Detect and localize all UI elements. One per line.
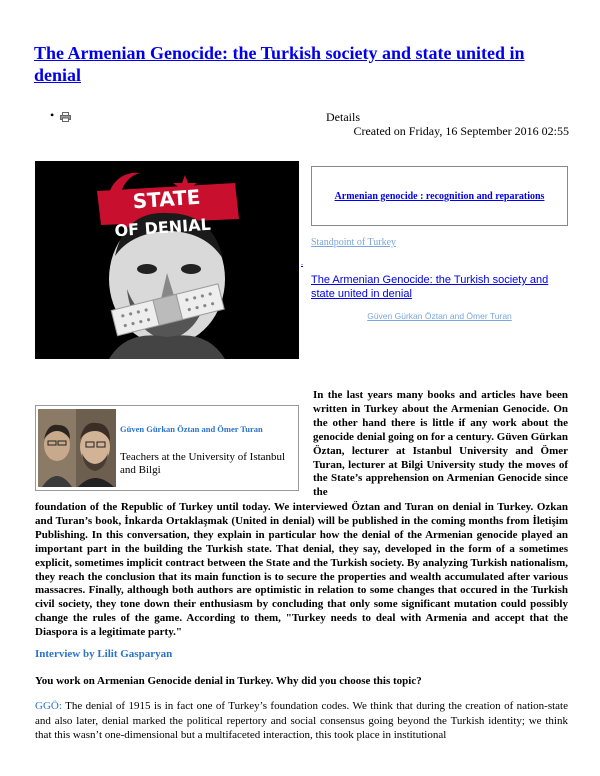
answer-text: The denial of 1915 is in fact one of Turkey’s foundation codes. We think that during the creation of nation-state and also later, denial marked the political repertory and social consensus going beyond the Turkish identity; we think that this wasn’t one-dimensional but a multifaceted interaction, this took place in institutional [35, 700, 568, 741]
intro-paragraph-right: In the last years many books and articles have been written in Turkey about the Armenian Genocide. On the other hand there is little if any work about the genocide denial going on for a century. Güven Gürkan Öztan, lecturer at Istanbul University and Ömer Turan, lecturer at Bilgi University study the moves of the State’s apprehension on Armenian Genocide since the [313, 389, 568, 499]
author-photo [38, 409, 116, 487]
details-label: Details [326, 110, 360, 124]
standpoint-link[interactable]: Standpoint of Turkey [311, 237, 397, 248]
author-card-role: Teachers at the University of Istanbul and Bilgi [120, 451, 286, 476]
hero-banner-line2: OF DENIAL [113, 214, 212, 241]
hero-banner-line1: STATE [131, 184, 202, 214]
sub-authors-link[interactable]: Güven Gürkan Öztan and Ömer Turan [367, 311, 512, 321]
intro-paragraph-full: foundation of the Republic of Turkey until today. We interviewed Öztan and Turan on denial in Turkey. Ozkan and Turan’s book, İnkarda Ortaklaşmak (United in denial) will be published in the coming months from İletişim Publishing. In this conversation, they explain in particular how the denial of the Armenian genocide played an important part in the building the Turkish state. That denial, they say, developed in the form of a sometimes explicit, sometimes implicit contract between the State and the Turkish society. By analyzing Turkish nationalism, they reach the conclusion that its main function is to secure the properties and wealth accumulated after various massacres. Finally, although both authors are optimistic in relation to some changes that occured in the Turkish civil society, they tone down their enthusiasm by concluding that only some significant mutation could possibly change the rules of the game. According to them, "Turkey needs to deal with Armenia and accept that the Diaspora is a legitimate party." [35, 501, 568, 639]
sub-article-link[interactable]: The Armenian Genocide: the Turkish society and state united in denial [311, 274, 549, 300]
related-category-link[interactable]: Armenian genocide : recognition and reparations [334, 190, 545, 202]
answer-speaker: GGÖ: [35, 700, 62, 712]
author-card [35, 405, 299, 491]
created-date: Created on Friday, 16 September 2016 02:55 [353, 124, 569, 138]
print-icon[interactable] [60, 111, 71, 121]
article-title[interactable]: The Armenian Genocide: the Turkish society and state united in denial [34, 43, 525, 85]
author-card-name: Güven Gürkan Öztan and Ömer Turan [120, 424, 263, 434]
interviewer-credit: Interview by Lilit Gasparyan [35, 648, 173, 660]
interview-answer [35, 699, 568, 743]
toolbar-bullet: • [50, 108, 55, 122]
article-toolbar [50, 108, 71, 123]
dot-link[interactable]: . [301, 258, 303, 267]
interview-question: You work on Armenian Genocide denial in Turkey. Why did you choose this topic? [35, 675, 422, 687]
hero-image [35, 161, 299, 359]
related-category-box [311, 166, 568, 226]
